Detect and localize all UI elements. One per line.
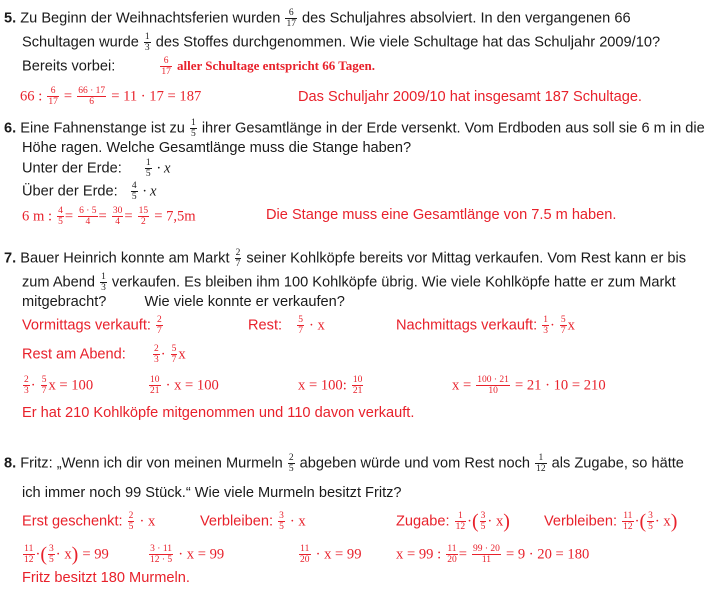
answer-note: $\frac{6}{17}$ aller Schultage entspricht 66 Tagen. (161, 56, 375, 77)
text: Schultagen wurde (22, 34, 139, 51)
problem-7-evening: Rest am Abend: $\frac{2}{3}$ · $\frac{5}{7}$ x (22, 344, 186, 365)
problem-8-line-2: ich immer noch 99 Stück.“ Wie viele Murmeln besitzt Fritz? (22, 485, 402, 501)
problem-8-remaining: Verbleiben: $\frac{3}{5}$ · x (200, 511, 306, 532)
text: des Schuljahres absolviert. In den vergangenen 66 (302, 10, 631, 27)
problem-6-calculation: 6 m : $\frac{4}{5}$ = $\frac{6 \cdot 5}{4}$ = $\frac{30}{4}$ = $\frac{15}{2}$ = 7,5m (22, 206, 196, 227)
problem-number: 8. (4, 455, 17, 472)
problem-8-bonus: Zugabe: $\frac{1}{12}$ ·( $\frac{3}{5}$ · x) (396, 510, 510, 533)
problem-8-line-1: 8. Fritz: „Wenn ich dir von meinen Murmeln $\frac{2}{5}$ abgeben würde und vom Rest noch $\frac{1}{12}$ als Zugabe, so hätte (4, 453, 684, 474)
problem-7-eq-1: $\frac{2}{3}$ · $\frac{5}{7}$ x = 100 (24, 375, 94, 396)
problem-5-line-3 (22, 56, 375, 77)
text: ihrer Gesamtlänge in der Erde versenkt. Vom Erdboden aus soll sie 6 m in die (201, 120, 705, 137)
problem-7-answer: Er hat 210 Kohlköpfe mitgenommen und 110 davon verkauft. (22, 405, 415, 421)
problem-6-line-1 (4, 118, 705, 139)
fraction: $\frac{6}{17}$ (286, 8, 296, 29)
problem-6-over: Über der Erde: $\frac{4}{5}$ · x (22, 181, 157, 202)
problem-7-line-3: mitgebracht? Wie viele konnte er verkaufen? (22, 294, 345, 310)
problem-7-eq-3: x = 100: $\frac{10}{21}$ (298, 375, 363, 396)
text: des Stoffes durchgenommen. Wie viele Schultage hat das Schuljahr 2009/10? (155, 34, 661, 51)
problem-7-line-1: 7. Bauer Heinrich konnte am Markt $\frac{2}{7}$ seiner Kohlköpfe bereits vor Mittag verkaufen. Vom Rest kann er bis (4, 248, 687, 269)
problem-6-line-2: Höhe ragen. Welche Gesamtlänge muss die Stange haben? (22, 140, 412, 156)
problem-8-answer: Fritz besitzt 180 Murmeln. (22, 570, 190, 586)
problem-5-line-2 (22, 32, 660, 53)
problem-number: 5. (4, 10, 17, 27)
problem-number: 7. (4, 250, 17, 267)
problem-5-line-1 (4, 8, 631, 29)
problem-7-rest: Rest: $\frac{5}{7}$ · x (248, 315, 325, 336)
problem-7-eq-2: $\frac{10}{21}$ · x = 100 (150, 375, 219, 396)
fraction: $\frac{1}{3}$ (144, 32, 150, 53)
problem-7-afternoon: Nachmittags verkauft: $\frac{1}{3}$ · $\frac{5}{7}$ x (396, 315, 575, 336)
problem-7-eq-4: x = $\frac{100 \cdot 21}{10}$ = 21 · 10 = 210 (452, 375, 606, 396)
problem-8-given-away: Erst geschenkt: $\frac{2}{5}$ · x (22, 511, 156, 532)
problem-8-eq-2: $\frac{3 \cdot 11}{12 \cdot 5}$ · x = 99 (150, 544, 225, 565)
fraction: $\frac{1}{5}$ (191, 118, 196, 139)
problem-8-eq-4: x = 99 : $\frac{11}{20}$ = $\frac{99 \cdot 20}{11}$ = 9 · 20 = 180 (396, 544, 590, 565)
problem-8-eq-3: $\frac{11}{20}$ · x = 99 (300, 544, 362, 565)
problem-7-line-2: zum Abend $\frac{1}{3}$ verkaufen. Es bleiben ihm 100 Kohlköpfe übrig. Wie viele Kohlköpfe hatte er zum Markt (22, 272, 676, 293)
problem-number: 6. (4, 120, 17, 137)
problem-6-under: Unter der Erde: $\frac{1}{5}$ · x (22, 158, 171, 179)
problem-8-eq-1: $\frac{11}{12}$ ·( $\frac{3}{5}$ · x) = 99 (24, 543, 109, 566)
text: Bereits vorbei: (22, 58, 116, 75)
problem-5-answer: Das Schuljahr 2009/10 hat insgesamt 187 Schultage. (298, 89, 642, 105)
text: Eine Fahnenstange ist zu (20, 120, 185, 137)
problem-8-remaining-2: Verbleiben: $\frac{11}{12}$ ·( $\frac{3}{5}$ · x) (544, 510, 678, 533)
problem-5-calculation: 66 : $\frac{6}{17}$ = $\frac{66 \cdot 17}{6}$ = 11 · 17 = 187 (20, 86, 202, 107)
problem-7-morning: Vormittags verkauft: $\frac{2}{7}$ (22, 315, 162, 336)
text: Zu Beginn der Weihnachtsferien wurden (20, 10, 281, 27)
problem-6-answer: Die Stange muss eine Gesamtlänge von 7.5 m haben. (266, 207, 617, 223)
